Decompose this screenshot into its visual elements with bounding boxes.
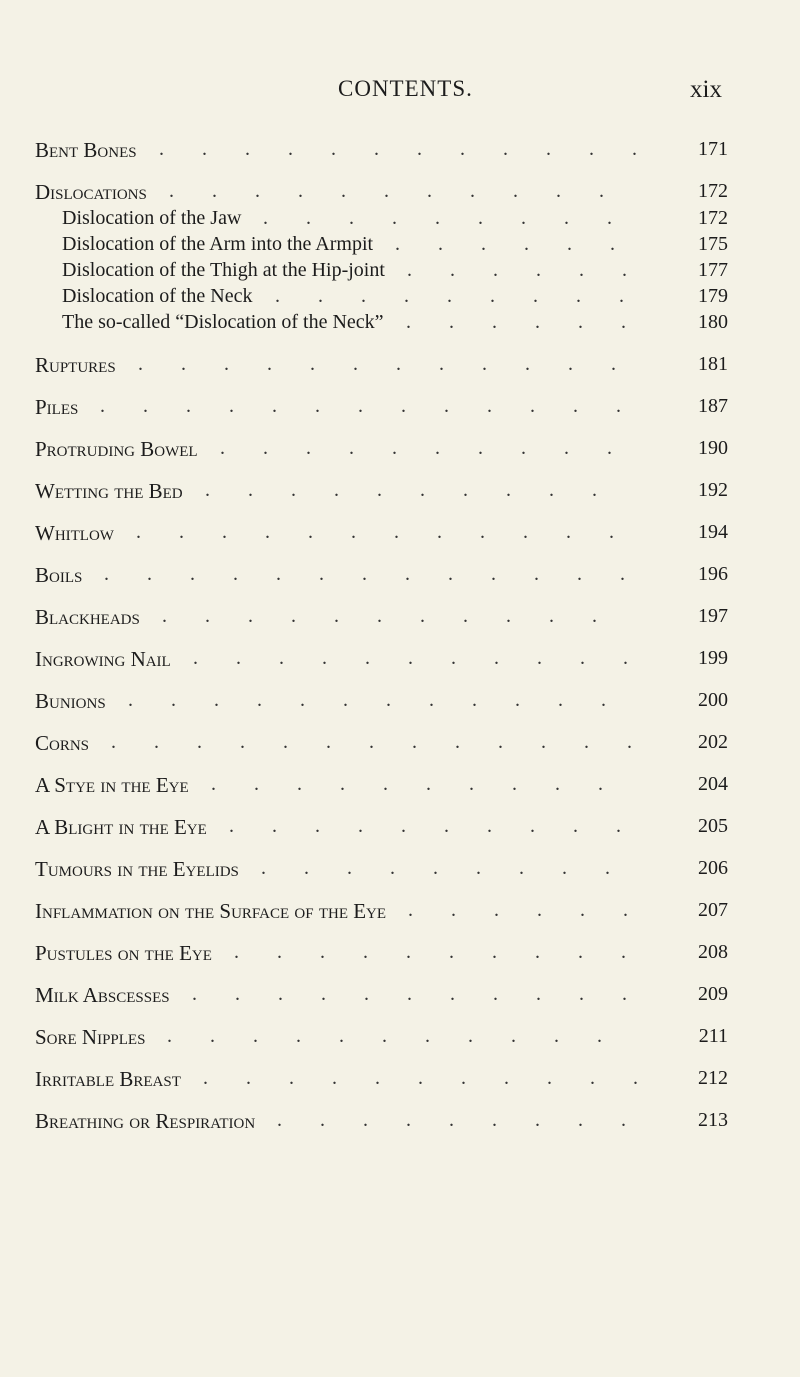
toc-entry: [0, 731, 800, 761]
toc-entry-title: Ruptures: [35, 353, 116, 377]
toc-entry-page: 181: [698, 353, 728, 375]
leader-dots: ...........: [169, 180, 642, 202]
page-title: CONTENTS.: [338, 76, 473, 101]
leader-dots: ......: [395, 233, 653, 255]
toc-entry: [0, 563, 800, 593]
leader-dots: .........: [263, 207, 650, 229]
toc-entry: [0, 479, 800, 509]
page-number: xix: [690, 76, 722, 103]
toc-entry-page: 208: [698, 941, 728, 963]
toc-entry: [0, 1067, 800, 1097]
leader-dots: ............: [138, 353, 654, 375]
toc-entry: [0, 311, 800, 341]
toc-entry-title: A Blight in the Eye: [35, 815, 207, 839]
toc-entry-page: 187: [698, 395, 728, 417]
toc-entry-page: 192: [698, 479, 728, 501]
toc-entry-title: Dislocation of the Neck: [62, 285, 253, 307]
toc-entry-title: Wetting the Bed: [35, 479, 183, 503]
toc-entry-title: Bunions: [35, 689, 106, 713]
leader-dots: .........: [261, 857, 648, 879]
toc-entry-page: 171: [698, 138, 728, 160]
toc-entry-title: A Stye in the Eye: [35, 773, 189, 797]
toc-entry: [0, 353, 800, 383]
toc-entry: [0, 983, 800, 1013]
toc-entry-title: Boils: [35, 563, 83, 587]
toc-entry-title: Protruding Bowel: [35, 437, 198, 461]
toc-entry-title: Dislocation of the Jaw: [62, 207, 242, 229]
toc-entry: [0, 899, 800, 929]
toc-entry-title: Piles: [35, 395, 79, 419]
page-header: [0, 76, 800, 116]
toc-entry: [0, 395, 800, 425]
toc-entry-page: 206: [698, 857, 728, 879]
toc-entry-title: Dislocations: [35, 180, 147, 204]
toc-entry-page: 172: [698, 207, 728, 229]
toc-entry-page: 175: [698, 233, 728, 255]
toc-entry-page: 205: [698, 815, 728, 837]
leader-dots: .........: [275, 285, 662, 307]
toc-entry: [0, 941, 800, 971]
toc-entry-title: The so-called “Dislocation of the Neck”: [62, 311, 384, 333]
leader-dots: ..........: [229, 815, 659, 837]
toc-entry-page: 204: [698, 773, 728, 795]
toc-entry: [0, 437, 800, 467]
leader-dots: ..........: [205, 479, 635, 501]
toc-entry-title: Tumours in the Eyelids: [35, 857, 239, 881]
toc-entry-title: Ingrowing Nail: [35, 647, 171, 671]
toc-entry: [0, 180, 800, 210]
toc-entry-page: 199: [698, 647, 728, 669]
leader-dots: ............: [136, 521, 652, 543]
toc-entry-page: 180: [698, 311, 728, 333]
toc-entry: [0, 773, 800, 803]
toc-entry-title: Corns: [35, 731, 90, 755]
toc-entry-title: Breathing or Respiration: [35, 1109, 256, 1133]
toc-entry: [0, 689, 800, 719]
toc-entry-title: Sore Nipples: [35, 1025, 146, 1049]
toc-entry-page: 211: [698, 1025, 728, 1047]
toc-entry-title: Dislocation of the Arm into the Armpit: [62, 233, 374, 255]
toc-entry-page: 194: [698, 521, 728, 543]
leader-dots: .........: [277, 1109, 664, 1131]
toc-entry: [0, 815, 800, 845]
toc-entry-page: 179: [698, 285, 728, 307]
leader-dots: .............: [100, 395, 659, 417]
toc-entry: [0, 521, 800, 551]
toc-entry-page: 212: [698, 1067, 728, 1089]
leader-dots: .............: [104, 563, 663, 585]
toc-entry: [0, 1109, 800, 1139]
toc-entry-title: Irritable Breast: [35, 1067, 181, 1091]
toc-entry-page: 177: [698, 259, 728, 281]
toc-entry: [0, 138, 800, 168]
toc-entry-page: 213: [698, 1109, 728, 1131]
toc-entry: [0, 605, 800, 635]
toc-entry-title: Milk Abscesses: [35, 983, 170, 1007]
leader-dots: ...........: [203, 1067, 676, 1089]
leader-dots: ............: [128, 689, 644, 711]
toc-entry-title: Blackheads: [35, 605, 140, 629]
leader-dots: ..........: [220, 437, 650, 459]
leader-dots: ..........: [234, 941, 664, 963]
leader-dots: ...........: [167, 1025, 640, 1047]
leader-dots: .............: [111, 731, 670, 753]
toc-entry-page: 172: [698, 180, 728, 202]
leader-dots: ...........: [192, 983, 665, 1005]
leader-dots: ..........: [211, 773, 641, 795]
toc-entry: [0, 857, 800, 887]
leader-dots: ............: [159, 138, 675, 160]
toc-entry-page: 209: [698, 983, 728, 1005]
toc-entry: [0, 1025, 800, 1055]
toc-entry-title: Whitlow: [35, 521, 114, 545]
toc-entry-page: 196: [698, 563, 728, 585]
leader-dots: ...........: [162, 605, 635, 627]
leader-dots: ......: [406, 311, 664, 333]
toc-entry-title: Dislocation of the Thigh at the Hip-joint: [62, 259, 385, 281]
toc-entry-page: 200: [698, 689, 728, 711]
leader-dots: ...........: [193, 647, 666, 669]
toc-entry-page: 207: [698, 899, 728, 921]
toc-entry-title: Pustules on the Eye: [35, 941, 212, 965]
toc-entry-title: Bent Bones: [35, 138, 137, 162]
leader-dots: ......: [407, 259, 665, 281]
toc-entry-title: Inflammation on the Surface of the Eye: [35, 899, 387, 923]
toc-entry-page: 190: [698, 437, 728, 459]
leader-dots: ......: [408, 899, 666, 921]
toc-entry-page: 197: [698, 605, 728, 627]
toc-entry: [0, 647, 800, 677]
toc-entry-page: 202: [698, 731, 728, 753]
